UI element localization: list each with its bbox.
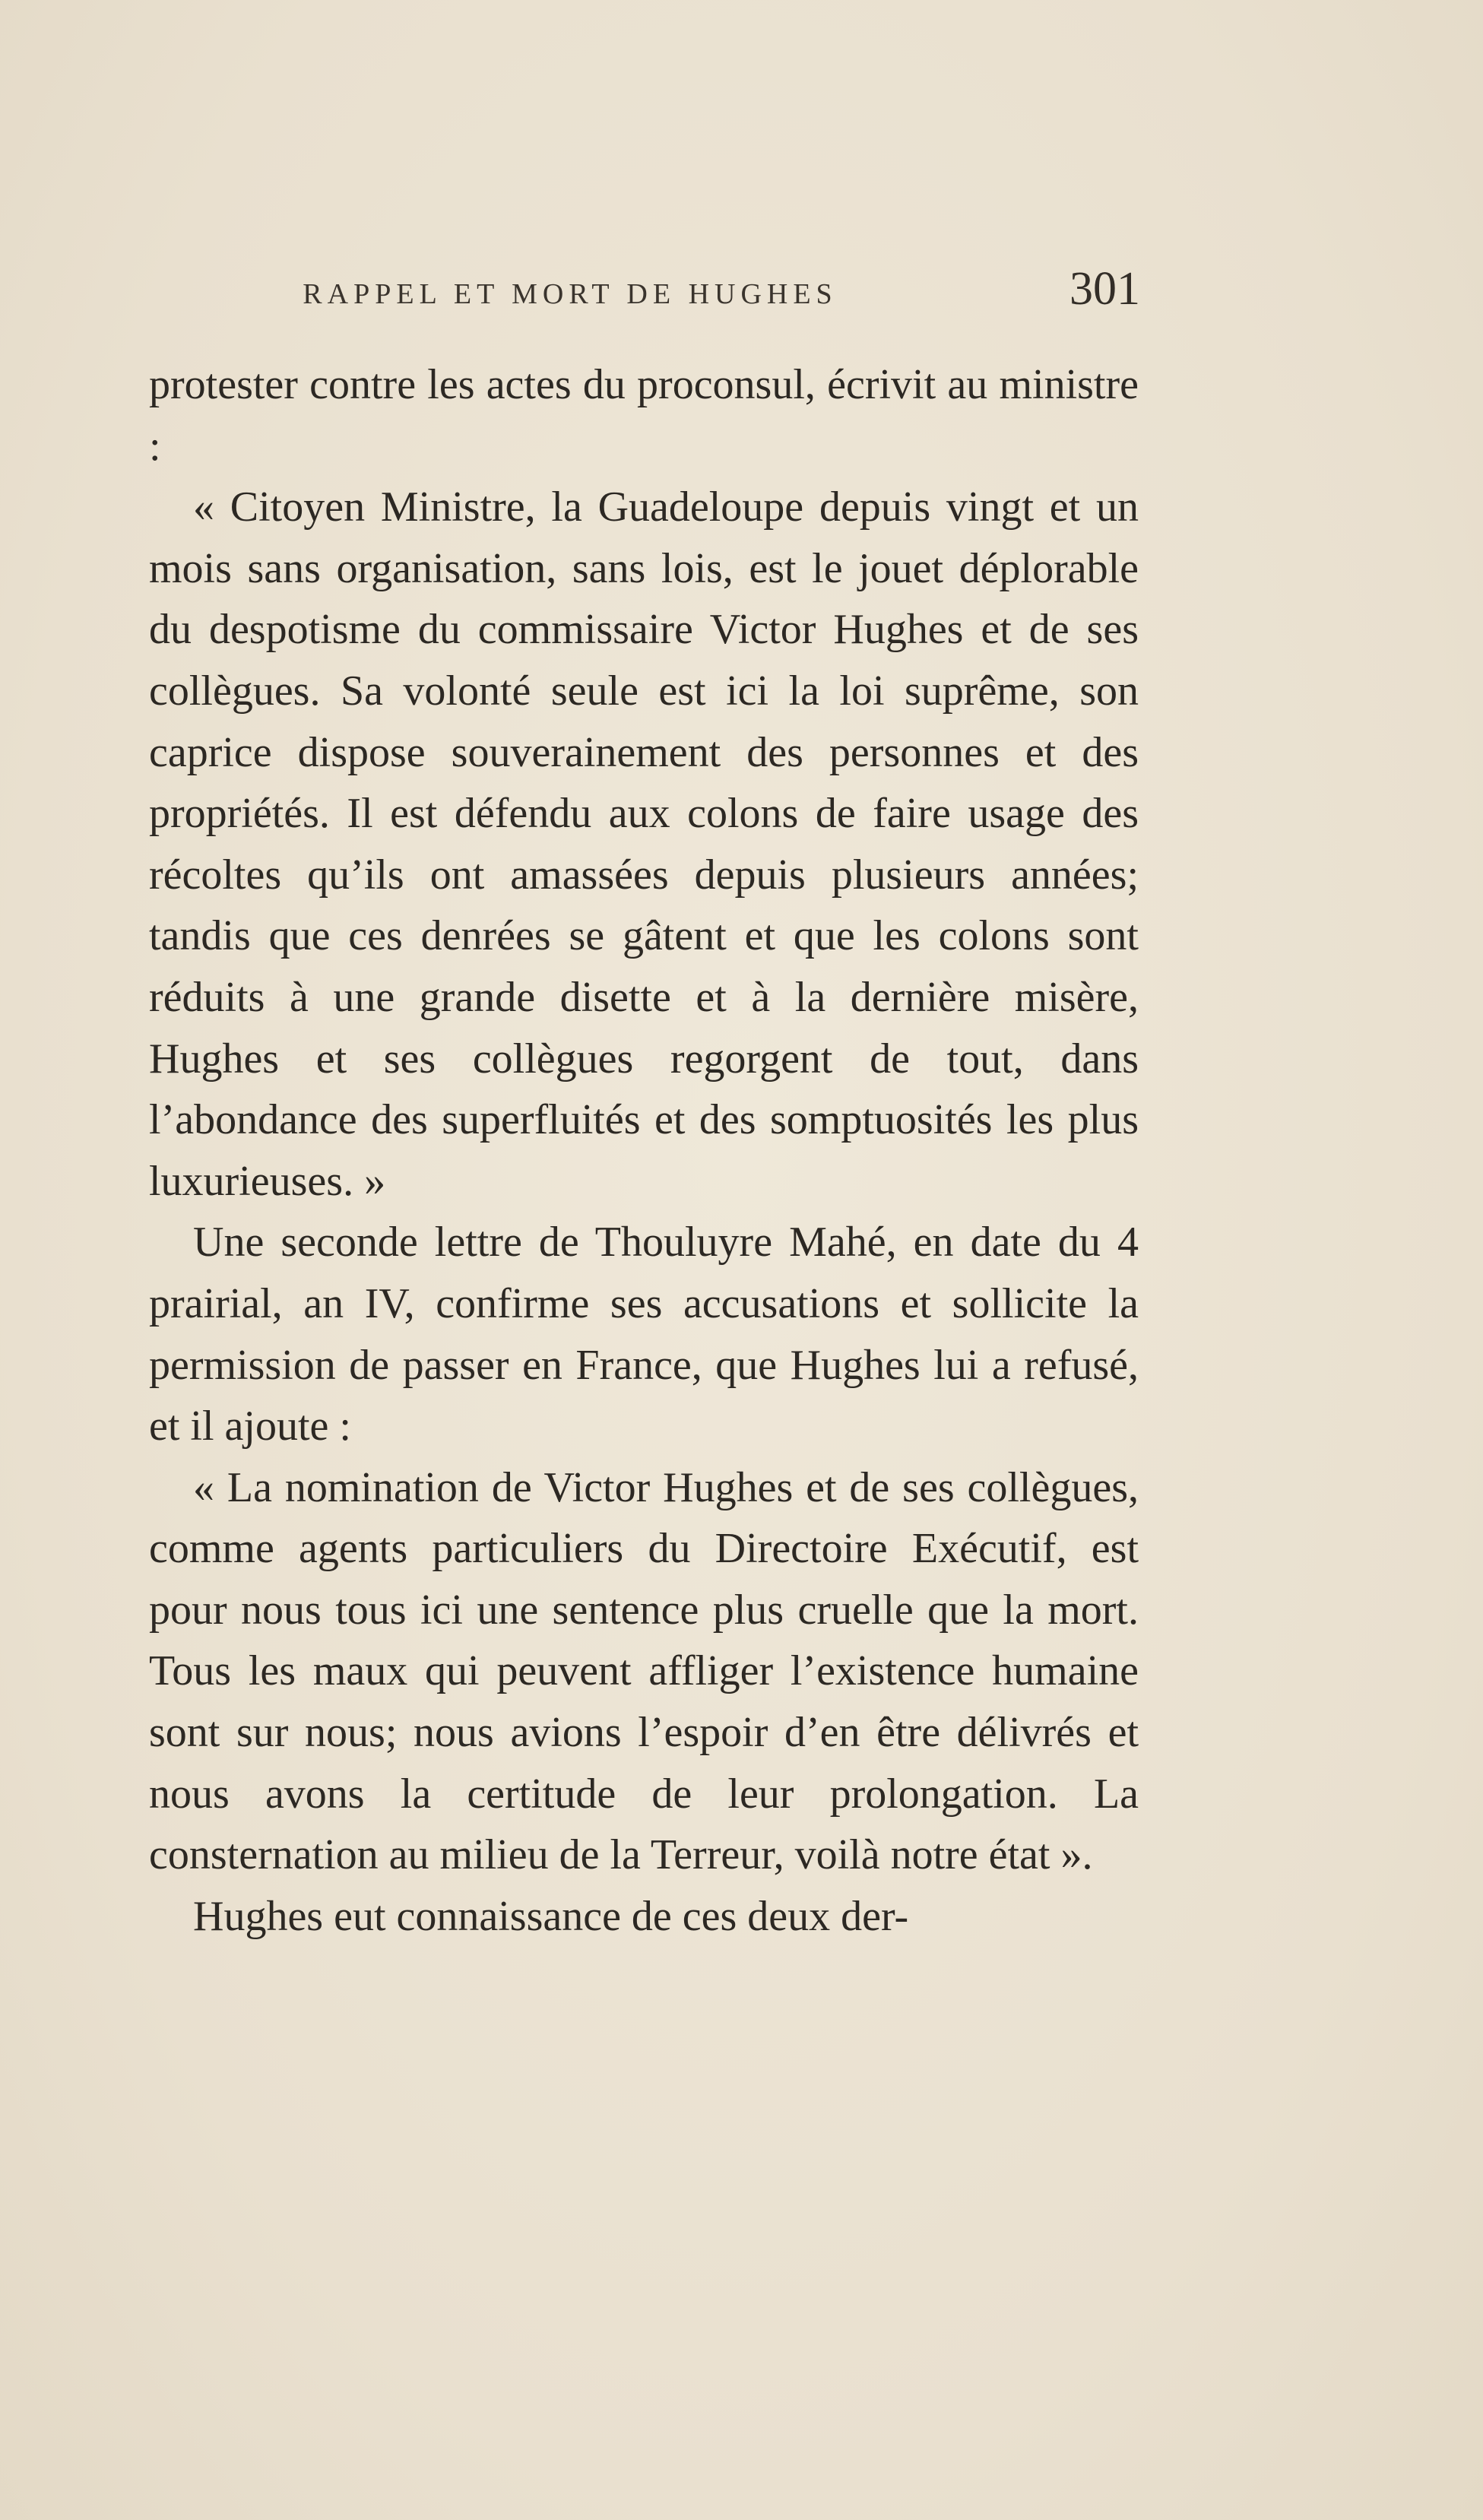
body-text: [149, 354, 1139, 1947]
running-title: RAPPEL ET MORT DE HUGHES: [303, 278, 838, 310]
running-head: [152, 262, 1140, 331]
paragraph-first-letter-quote: « Citoyen Ministre, la Guadeloupe depuis vingt et un mois sans organisation, sans lois, est le jouet déplorable du despotisme du commissaire Victor Hughes et de ses collègues. Sa volonté seule est ici la loi suprême, son caprice dispose souverainement des personnes et des propriétés. Il est défendu aux colons de faire usage des récoltes qu’ils ont amassées depuis plusieurs années; tandis que ces denrées se gâtent et que les colons sont réduits à une grande disette et à la dernière misère, Hughes et ses collègues regorgent de tout, dans l’abondance des superfluités et des somptuosités les plus luxurieuses. »: [149, 483, 1139, 1205]
paragraph-second-letter: Une seconde lettre de Thouluyre Mahé, en date du 4 prairial, an IV, confirme ses accusations et sollicite la permission de passer en France, que Hughes lui a refusé, et il ajoute :: [149, 1219, 1139, 1450]
paragraph-closing: Hughes eut connaissance de ces deux der-: [193, 1892, 909, 1940]
paragraph-second-letter-quote: « La nomination de Victor Hughes et de ses collègues, comme agents particuliers du Directoire Exécutif, est pour nous tous ici une sentence plus cruelle que la mort. Tous les maux qui peuvent affliger l’existence humaine sont sur nous; nous avions l’espoir d’en être délivrés et nous avons la certitude de leur prolongation. La consternation au milieu de la Terreur, voilà notre état ».: [149, 1463, 1139, 1879]
page-number: 301: [1069, 263, 1140, 315]
paragraph-continuation: protester contre les actes du proconsul, écrivit au ministre :: [149, 361, 1139, 470]
